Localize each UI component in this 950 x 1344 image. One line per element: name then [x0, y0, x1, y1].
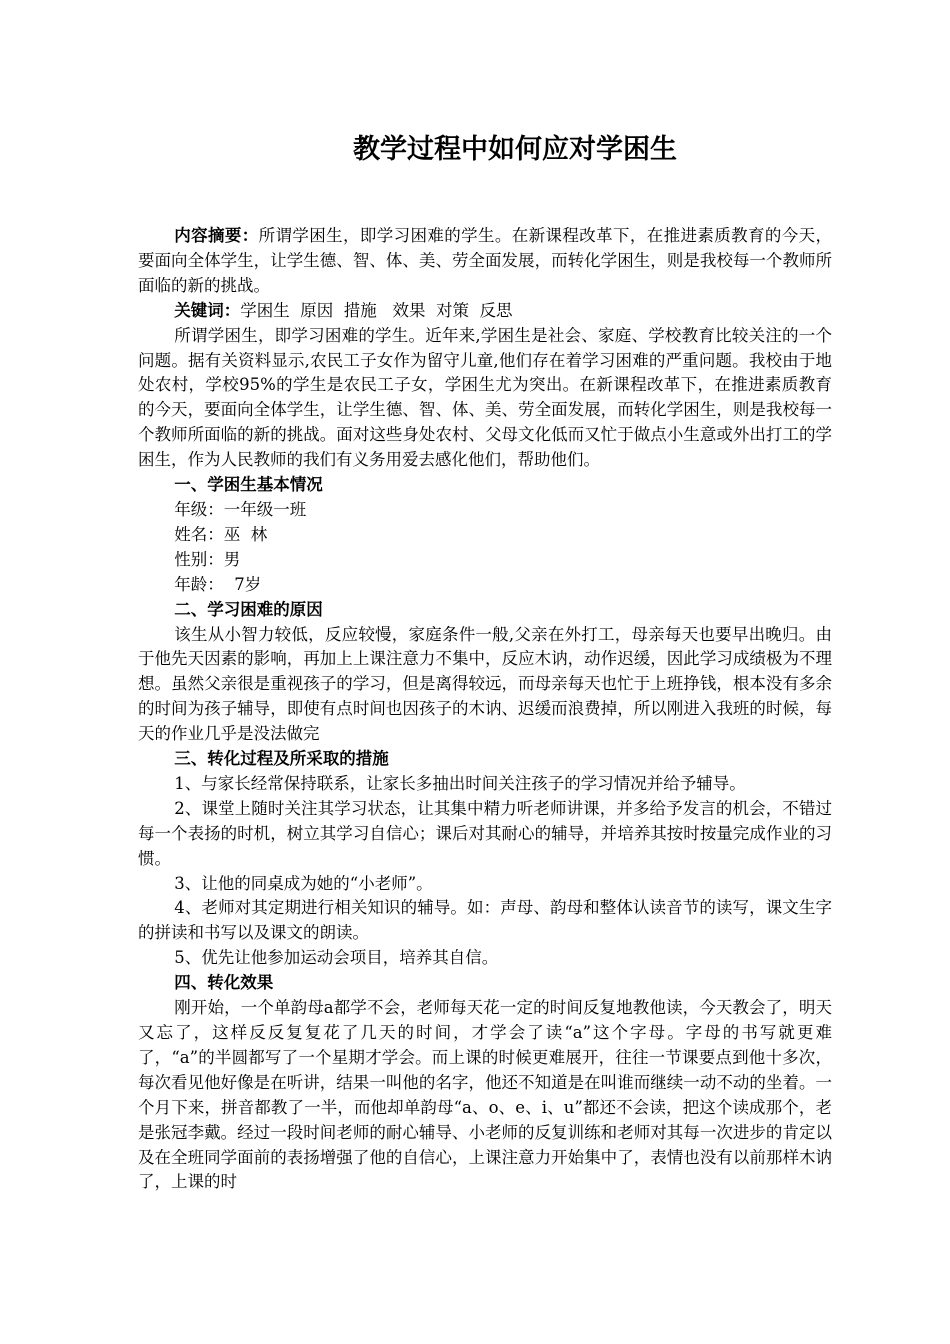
abstract-paragraph	[138, 224, 832, 299]
section1-heading: 一、学困生基本情况	[174, 475, 323, 495]
measure-3: 3、让他的同桌成为她的“小老师”。	[174, 873, 433, 893]
intro-paragraph: 所谓学困生，即学习困难的学生。近年来,学困生是社会、家庭、学校教育比较关注的一个问题。据有关资料显示,农民工子女作为留守儿童,他们存在着学习困难的严重问题。我校由于地处农村，学校95%的学生是农民工子女，学困生尤为突出。在新课程改革下，在推进素质教育的今天，要面向全体学生，让学生德、智、体、美、劳全面发展，而转化学困生，则是我校每一个教师所面临的新的挑战。面对这些身处农村、父母文化低而又忙于做点小生意或外出打工的学困生，作为人民教师的我们有义务用爱去感化他们，帮助他们。	[138, 325, 832, 470]
document-body	[138, 224, 832, 1195]
info-name: 姓名：巫 林	[174, 524, 268, 544]
document-title: 教学过程中如何应对学困生	[353, 134, 677, 165]
section2-heading: 二、学习困难的原因	[174, 599, 323, 619]
measure-1: 1、与家长经常保持联系，让家长多抽出时间关注孩子的学习情况并给予辅导。	[174, 773, 746, 793]
keywords-label: 关键词：	[174, 300, 241, 320]
section2-paragraph: 该生从小智力较低，反应较慢，家庭条件一般,父亲在外打工，母亲每天也要早出晚归。由于他先天因素的影响，再加上上课注意力不集中，反应木讷，动作迟缓，因此学习成绩极为不理想。虽然父亲很是重视孩子的学习，但是离得较远，而母亲每天也忙于上班挣钱，根本没有多余的时间为孩子辅导，即使有点时间也因孩子的木讷、迟缓而浪费掉，所以刚进入我班的时候，每天的作业几乎是没法做完	[138, 624, 832, 744]
keywords-paragraph	[138, 299, 832, 324]
abstract-label: 内容摘要：	[174, 226, 259, 245]
section4-heading: 四、转化效果	[174, 973, 274, 993]
measure-5: 5、优先让他参加运动会项目，培养其自信。	[174, 948, 499, 968]
info-grade: 年级：一年级一班	[174, 499, 307, 519]
abstract-text: 所谓学困生，即学习困难的学生。在新课程改革下，在推进素质教育的今天，要面向全体学生，让学生德、智、体、美、劳全面发展，而转化学困生，则是我校每一个教师所面临的新的挑战。	[138, 226, 833, 295]
keywords-text: 学困生 原因 措施 效果 对策 反思	[240, 300, 513, 320]
measure-2: 2、课堂上随时关注其学习状态，让其集中精力听老师讲课，并多给予发言的机会，不错过每一个表扬的时机，树立其学习自信心；课后对其耐心的辅导，并培养其按时按量完成作业的习惯。	[138, 798, 832, 868]
section4-paragraph: 刚开始，一个单韵母a都学不会，老师每天花一定的时间反复地教他读，今天教会了，明天又忘了，这样反反复复花了几天的时间，才学会了读“a”这个字母。字母的书写就更难了，“a”的半圆都写了一个星期才学会。而上课的时候更难展开，往往一节课要点到他十多次，每次看见他好像是在听讲，结果一叫他的名字，他还不知道是在叫谁而继续一动不动的坐着。一个月下来，拼音都教了一半，而他却单韵母“a、o、e、i、u”都还不会读，把这个读成那个，老是张冠李戴。经过一段时间老师的耐心辅导、小老师的反复训练和老师对其每一次进步的肯定以及在全班同学面前的表扬增强了他的自信心，上课注意力开始集中了，表情也没有以前那样木讷了，上课的时	[138, 998, 832, 1192]
info-age: 年龄： 7岁	[174, 574, 262, 594]
measure-4: 4、老师对其定期进行相关知识的辅导。如：声母、韵母和整体认读音节的读写，课文生字的拼读和书写以及课文的朗读。	[138, 898, 832, 943]
section3-heading: 三、转化过程及所采取的措施	[174, 749, 389, 769]
info-gender: 性别：男	[174, 549, 241, 569]
